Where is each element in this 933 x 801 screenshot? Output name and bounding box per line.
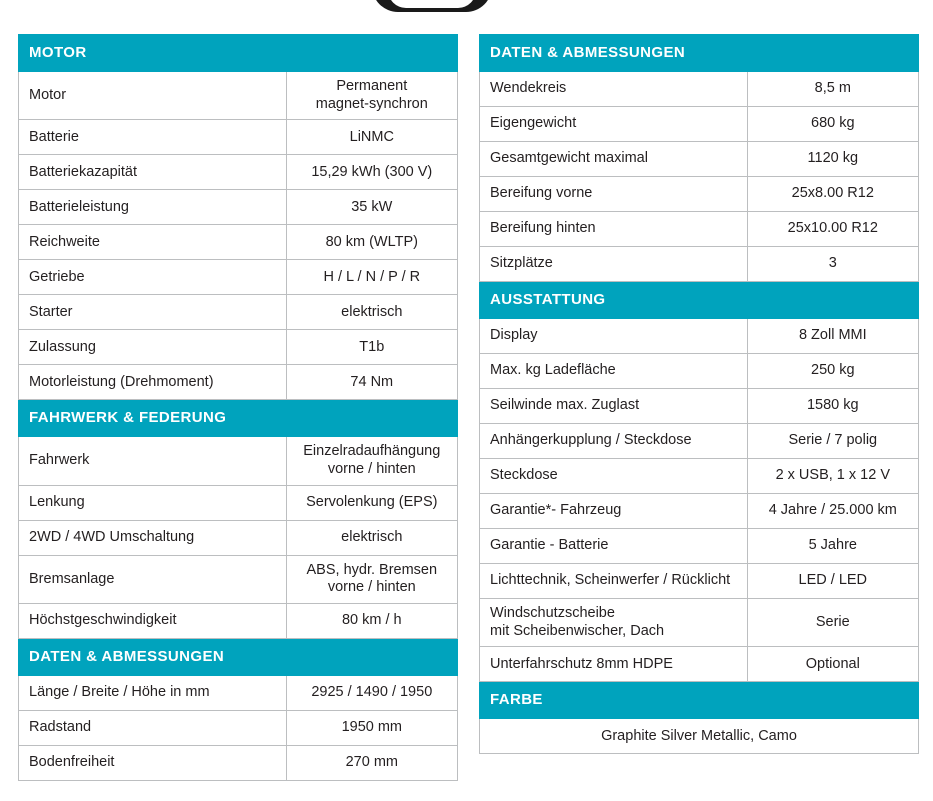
spec-label: Wendekreis <box>480 72 748 107</box>
left-spec-table <box>18 34 458 781</box>
section-header-spacer <box>747 35 918 72</box>
section-header-label: FAHRWERK & FEDERUNG <box>19 400 287 437</box>
spec-row <box>480 599 919 647</box>
spec-value: Optional <box>747 647 918 682</box>
spec-row <box>19 746 458 781</box>
spec-value: 1950 mm <box>286 711 457 746</box>
section-header-spacer <box>286 639 457 676</box>
spec-value: 35 kW <box>286 190 457 225</box>
spec-row <box>480 72 919 107</box>
section-header-row <box>480 682 919 719</box>
right-column <box>479 34 919 781</box>
spec-label: Batteriekazapität <box>19 155 287 190</box>
spec-row <box>19 676 458 711</box>
spec-row <box>19 555 458 603</box>
spec-value: Einzelradaufhängung vorne / hinten <box>286 437 457 485</box>
section-header-row <box>19 35 458 72</box>
spec-row <box>19 711 458 746</box>
spec-label: Fahrwerk <box>19 437 287 485</box>
spec-label: Seilwinde max. Zuglast <box>480 389 748 424</box>
spec-row <box>19 520 458 555</box>
spec-label: Display <box>480 319 748 354</box>
spec-row <box>19 295 458 330</box>
section-header-label: MOTOR <box>19 35 287 72</box>
spec-label: Starter <box>19 295 287 330</box>
spec-label: Höchstgeschwindigkeit <box>19 604 287 639</box>
spec-value: 25x10.00 R12 <box>747 212 918 247</box>
section-header-row <box>480 35 919 72</box>
spec-value: 3 <box>747 247 918 282</box>
spec-row <box>19 190 458 225</box>
spec-row <box>480 247 919 282</box>
spec-label: Gesamtgewicht maximal <box>480 142 748 177</box>
spec-label: Bodenfreiheit <box>19 746 287 781</box>
spec-value: 5 Jahre <box>747 529 918 564</box>
section-header-row <box>19 400 458 437</box>
left-column <box>18 34 458 781</box>
spec-value: Serie / 7 polig <box>747 424 918 459</box>
spec-row <box>480 494 919 529</box>
spec-row <box>480 107 919 142</box>
spec-value: 680 kg <box>747 107 918 142</box>
spec-label: Garantie*- Fahrzeug <box>480 494 748 529</box>
spec-row <box>480 319 919 354</box>
spec-value: 250 kg <box>747 354 918 389</box>
spec-row <box>19 604 458 639</box>
spec-row <box>480 647 919 682</box>
spec-row <box>480 459 919 494</box>
spec-row <box>480 212 919 247</box>
right-spec-table <box>479 34 919 754</box>
spec-label: Bereifung hinten <box>480 212 748 247</box>
spec-value: T1b <box>286 330 457 365</box>
spec-value: H / L / N / P / R <box>286 260 457 295</box>
spec-label: Batterie <box>19 120 287 155</box>
spec-value: 8,5 m <box>747 72 918 107</box>
spec-row <box>480 389 919 424</box>
spec-value: 80 km (WLTP) <box>286 225 457 260</box>
section-header-row <box>19 639 458 676</box>
spec-value: LiNMC <box>286 120 457 155</box>
spec-label: Unterfahrschutz 8mm HDPE <box>480 647 748 682</box>
spec-label: Sitzplätze <box>480 247 748 282</box>
spec-row <box>19 225 458 260</box>
spec-row <box>19 485 458 520</box>
spec-label: Motorleistung (Drehmoment) <box>19 365 287 400</box>
spec-row <box>480 719 919 754</box>
spec-row <box>19 72 458 120</box>
spec-label: Anhängerkupplung / Steckdose <box>480 424 748 459</box>
spec-value: 1120 kg <box>747 142 918 177</box>
spec-value: 4 Jahre / 25.000 km <box>747 494 918 529</box>
spec-row <box>480 529 919 564</box>
spec-label: Eigengewicht <box>480 107 748 142</box>
spec-value: ABS, hydr. Bremsen vorne / hinten <box>286 555 457 603</box>
spec-label: Bereifung vorne <box>480 177 748 212</box>
spec-value: 80 km / h <box>286 604 457 639</box>
spec-label: Lichttechnik, Scheinwerfer / Rücklicht <box>480 564 748 599</box>
spec-value: 74 Nm <box>286 365 457 400</box>
spec-label: Motor <box>19 72 287 120</box>
spec-label: Max. kg Ladefläche <box>480 354 748 389</box>
section-header-label: DATEN & ABMESSUNGEN <box>480 35 748 72</box>
spec-row <box>480 424 919 459</box>
spec-full-value: Graphite Silver Metallic, Camo <box>480 719 919 754</box>
spec-columns <box>0 34 933 781</box>
spec-row <box>19 365 458 400</box>
spec-value: Serie <box>747 599 918 647</box>
section-header-spacer <box>747 682 918 719</box>
spec-value: 2925 / 1490 / 1950 <box>286 676 457 711</box>
spec-value: elektrisch <box>286 520 457 555</box>
section-header-spacer <box>286 35 457 72</box>
spec-row <box>480 564 919 599</box>
spec-label: Windschutzscheibe mit Scheibenwischer, Dach <box>480 599 748 647</box>
decorative-shape-inner <box>388 0 476 8</box>
section-header-spacer <box>747 282 918 319</box>
spec-label: Länge / Breite / Höhe in mm <box>19 676 287 711</box>
spec-label: Radstand <box>19 711 287 746</box>
section-header-label: DATEN & ABMESSUNGEN <box>19 639 287 676</box>
spec-row <box>480 142 919 177</box>
spec-value: 8 Zoll MMI <box>747 319 918 354</box>
spec-label: Bremsanlage <box>19 555 287 603</box>
spec-value: elektrisch <box>286 295 457 330</box>
spec-row <box>19 155 458 190</box>
spec-label: Batterieleistung <box>19 190 287 225</box>
spec-label: 2WD / 4WD Umschaltung <box>19 520 287 555</box>
spec-label: Garantie - Batterie <box>480 529 748 564</box>
spec-row <box>480 177 919 212</box>
spec-label: Lenkung <box>19 485 287 520</box>
spec-label: Reichweite <box>19 225 287 260</box>
section-header-spacer <box>286 400 457 437</box>
spec-value: 25x8.00 R12 <box>747 177 918 212</box>
spec-label: Zulassung <box>19 330 287 365</box>
spec-label: Getriebe <box>19 260 287 295</box>
section-header-label: FARBE <box>480 682 748 719</box>
spec-row <box>19 260 458 295</box>
spec-value: LED / LED <box>747 564 918 599</box>
spec-row <box>19 330 458 365</box>
spec-value: 15,29 kWh (300 V) <box>286 155 457 190</box>
spec-row <box>19 437 458 485</box>
spec-label: Steckdose <box>480 459 748 494</box>
section-header-label: AUSSTATTUNG <box>480 282 748 319</box>
spec-value: 270 mm <box>286 746 457 781</box>
spec-value: 1580 kg <box>747 389 918 424</box>
spec-row <box>19 120 458 155</box>
section-header-row <box>480 282 919 319</box>
spec-value: 2 x USB, 1 x 12 V <box>747 459 918 494</box>
spec-row <box>480 354 919 389</box>
spec-value: Servolenkung (EPS) <box>286 485 457 520</box>
spec-value: Permanent magnet-synchron <box>286 72 457 120</box>
